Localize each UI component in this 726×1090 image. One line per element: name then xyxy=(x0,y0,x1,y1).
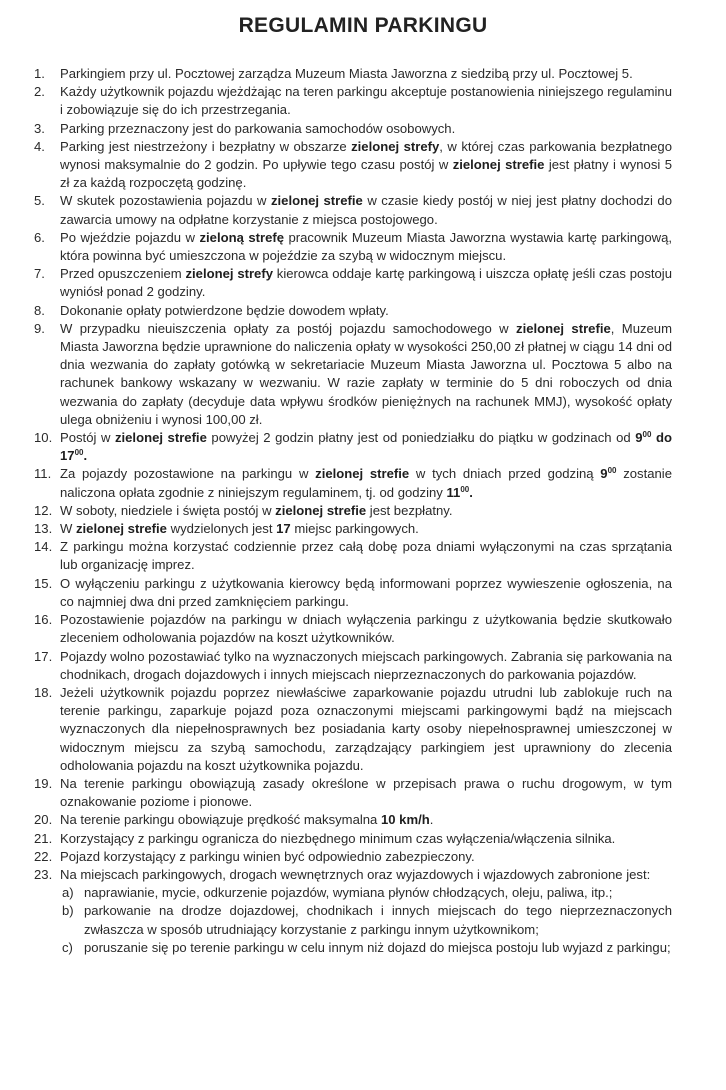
rule-item xyxy=(34,538,672,574)
rule-number: 21. xyxy=(34,830,53,846)
rule-number: 20. xyxy=(34,812,53,828)
sub-item-letter: c) xyxy=(62,939,73,955)
rule-number: 17. xyxy=(34,648,53,664)
rule-number: 18. xyxy=(34,684,53,700)
text-run: Po wjeździe pojazdu w xyxy=(60,229,200,245)
sub-item-letter: b) xyxy=(62,903,74,919)
rule-text xyxy=(60,230,672,263)
rule-number: 9. xyxy=(34,320,45,336)
text-run: Każdy użytkownik pojazdu wjeżdżając na teren parkingu akceptuje postanowienia niniejszego regulaminu i zobowiązuje się do ich przestrzegania. xyxy=(60,84,672,118)
rule-number: 8. xyxy=(34,302,45,318)
sub-item-letter: a) xyxy=(62,885,74,901)
rule-item xyxy=(34,502,672,520)
rule-number: 23. xyxy=(34,866,53,882)
sub-item xyxy=(60,939,672,957)
sub-item xyxy=(60,884,672,902)
rule-item xyxy=(34,120,672,138)
rule-item xyxy=(34,866,672,957)
bold-text: do 17 xyxy=(60,430,672,464)
superscript-text: 00 xyxy=(642,430,652,440)
text-run: Na terenie parkingu obowiązuje prędkość maksymalna xyxy=(60,812,381,828)
rule-text xyxy=(60,776,672,809)
text-run: Pojazd korzystający z parkingu winien być odpowiednio zabezpieczony. xyxy=(60,848,475,864)
bold-text: 10 km/h xyxy=(380,812,430,828)
text-run: , w której czas parkowania bezpłatnego wynosi maksymalnie do 2 godzin. Po upływie tego czasu postój w xyxy=(60,138,672,173)
rule-item xyxy=(34,811,672,829)
sub-list xyxy=(60,884,672,957)
rule-text xyxy=(60,266,672,299)
text-run: w tych dniach przed godziną xyxy=(409,466,601,482)
rule-text xyxy=(60,612,672,645)
text-run: w czasie kiedy postój w niej jest płatny dochodzi do zawarcia umowy na odpłatne korzystanie z miejsca postojowego. xyxy=(60,193,672,227)
rule-text xyxy=(60,867,650,882)
text-run: Na terenie parkingu obowiązują zasady określone w przepisach prawa o ruchu drogowym, w tym oznakowanie poziome i pionowe. xyxy=(60,775,672,810)
text-run: kierowca oddaje kartę parkingową i uiszcza opłatę jeśli czas postoju wyniósł ponad 2 godziny. xyxy=(60,266,672,300)
rule-text xyxy=(60,303,389,318)
rule-text xyxy=(60,430,672,463)
text-run: W skutek pozostawienia pojazdu w xyxy=(60,193,271,209)
text-run: Parking jest niestrzeżony i bezpłatny w obszarze xyxy=(60,138,352,154)
rule-number: 16. xyxy=(34,612,53,628)
rule-item xyxy=(34,848,672,866)
rule-text xyxy=(60,812,433,827)
rule-number: 10. xyxy=(34,430,53,446)
rule-number: 6. xyxy=(34,229,45,245)
rule-number: 4. xyxy=(34,138,45,154)
rule-item xyxy=(34,302,672,320)
rule-item xyxy=(34,830,672,848)
text-run: O wyłączeniu parkingu z użytkowania kierowcy będą informowani poprzez wywieszenie ogłoszenia, na co najmniej dwa dni przed zamknięciem parkingu. xyxy=(60,575,672,609)
rule-item xyxy=(34,65,672,83)
rule-number: 12. xyxy=(34,502,53,518)
text-run: , Muzeum Miasta Jaworzna będzie uprawnione do naliczenia opłaty w wysokości 250,00 zł płatnej w ciągu 14 dni od dnia wezwania do zapłaty gotówką w sekretariacie Muzeum Miasta Jaworzna ul. Pocztowa 5 albo na rachunek bankowy wskazany w wezwaniu. W razie zapłaty w terminie do 5 dni roboczych od dnia wezwania do zapłaty (decyduje data wpływu środków pieniężnych na rachunek MMJ), wysokość opłaty ulega obniżeniu i wynosi 100,00 zł. xyxy=(60,320,672,427)
text-run: W soboty, niedziele i święta postój w xyxy=(60,502,276,518)
text-run: Parkingiem przy ul. Pocztowej zarządza Muzeum Miasta Jaworzna z siedzibą przy ul. Pocztowej 5. xyxy=(60,66,633,81)
bold-text: 11 xyxy=(446,484,461,500)
rule-text xyxy=(60,849,475,864)
rule-number: 1. xyxy=(34,66,45,81)
rule-text xyxy=(60,685,672,773)
superscript-text: 00 xyxy=(74,448,84,458)
bold-text: zielonej strefy xyxy=(351,138,440,154)
rule-item xyxy=(34,138,672,193)
text-run: zostanie naliczona opłata zgodnie z niniejszym regulaminem, tj. od godziny xyxy=(60,466,672,500)
rule-item xyxy=(34,465,672,501)
text-run: jest płatny i wynosi 5 zł za każdą rozpoczętą godzinę. xyxy=(60,157,672,191)
rule-item xyxy=(34,265,672,301)
rules-list xyxy=(34,65,672,957)
rule-text xyxy=(60,576,672,609)
text-run: Pozostawienie pojazdów na parkingu w dniach wyłączenia parkingu z użytkowania będzie skutkowało zleceniem odholowania pojazdów na koszt użytkowników. xyxy=(60,612,672,646)
rule-item xyxy=(34,429,672,465)
text-run: Pojazdy wolno pozostawiać tylko na wyznaczonych miejscach parkingowych. Zabrania się parkowania na chodnikach, drogach dojazdowych i innych miejscach nieprzeznaczonych do parkowania pojazdów. xyxy=(60,648,672,682)
sub-item-text: parkowanie na drodze dojazdowej, chodnikach i innych miejscach do tego nieprzeznaczonych zwłaszcza w sposób utrudniający korzystanie z parkingu innym użytkownikom; xyxy=(84,903,672,937)
text-run: . xyxy=(429,812,434,828)
bold-text: zielonej strefie xyxy=(452,157,545,173)
text-run: W przypadku nieuiszczenia opłaty za postój pojazdu samochodowego w xyxy=(60,320,517,336)
bold-text: zieloną strefę xyxy=(199,229,285,245)
rule-text xyxy=(60,321,672,427)
rule-number: 11. xyxy=(34,466,52,482)
rule-number: 3. xyxy=(34,120,45,136)
bold-text: zielonej strefie xyxy=(114,430,207,446)
text-run: powyżej 2 godzin płatny jest od poniedziałku do piątku w godzinach od xyxy=(206,430,636,446)
text-run: Dokonanie opłaty potwierdzone będzie dowodem wpłaty. xyxy=(60,302,389,318)
rule-item xyxy=(34,648,672,684)
text-run: pracownik Muzeum Miasta Jaworzna wystawia kartę parkingową, która powinna być umieszczona w pojeździe za szybą w widocznym miejscu. xyxy=(60,229,672,264)
rule-text xyxy=(60,539,672,572)
rule-text xyxy=(60,84,672,117)
text-run: miejsc parkingowych. xyxy=(290,521,419,537)
bold-text: . xyxy=(469,484,473,500)
rule-item xyxy=(34,684,672,775)
bold-text: zielonej strefie xyxy=(271,193,363,209)
document-title: REGULAMIN PARKINGU xyxy=(238,14,488,37)
rule-item xyxy=(34,83,672,119)
rule-item xyxy=(34,192,672,228)
bold-text: 9 xyxy=(600,466,608,482)
rule-text xyxy=(60,649,672,682)
bold-text: zielonej strefie xyxy=(516,320,611,336)
text-run: Postój w xyxy=(60,430,115,446)
rule-text xyxy=(60,503,453,518)
text-run: wydzielonych jest xyxy=(166,521,277,537)
rule-number: 14. xyxy=(34,539,53,555)
text-run: W xyxy=(60,521,76,537)
rule-text xyxy=(60,521,419,536)
text-run: jest bezpłatny. xyxy=(366,502,453,518)
rule-item xyxy=(34,775,672,811)
rule-item xyxy=(34,229,672,265)
rule-text xyxy=(60,121,455,136)
text-run: Korzystający z parkingu ogranicza do niezbędnego minimum czas wyłączenia/włączenia silnika. xyxy=(60,830,616,846)
text-run: Na miejscach parkingowych, drogach wewnętrznych oraz wyjazdowych i wjazdowych zabronione jest: xyxy=(60,866,651,882)
sub-item xyxy=(60,902,672,938)
sub-item-text: naprawianie, mycie, odkurzenie pojazdów, wymiana płynów chłodzących, oleju, paliwa, itp.; xyxy=(84,885,613,901)
superscript-text: 00 xyxy=(607,466,617,476)
rule-text xyxy=(60,466,672,499)
text-run: Parking przeznaczony jest do parkowania samochodów osobowych. xyxy=(60,120,456,136)
superscript-text: 00 xyxy=(460,484,470,494)
rule-item xyxy=(34,575,672,611)
text-run: Z parkingu można korzystać codziennie przez całą dobę poza dniami wyłączonymi na czas sprzątania lub organizację imprez. xyxy=(60,539,672,573)
rule-number: 15. xyxy=(34,575,53,591)
bold-text: zielonej strefie xyxy=(76,521,167,537)
bold-text: zielonej strefie xyxy=(315,466,410,482)
rule-number: 13. xyxy=(34,521,53,537)
text-run: Jeżeli użytkownik pojazdu poprzez niewłaściwe zaparkowanie pojazdu utrudni lub zablokuje ruch na terenie parkingu, zaparkuje pojazd poza oznaczonymi miejscami parkingowymi bądź na miejscach wyznaczonych dla niepełnosprawnych bez posiadania karty osoby niepełnosprawnej umieszczonej w widocznym miejscu za szybą samochodu, zarządzający parkingiem jest uprawniony do zlecenia odholowania pojazdu na koszt użytkownika pojazdu. xyxy=(60,684,672,773)
rule-item xyxy=(34,611,672,647)
rule-number: 19. xyxy=(34,775,53,791)
rule-text xyxy=(60,139,672,190)
rule-number: 2. xyxy=(34,84,45,100)
text-run: Przed opuszczeniem xyxy=(60,266,186,282)
rule-text xyxy=(60,193,672,226)
text-run: Za pojazdy pozostawione na parkingu w xyxy=(60,466,316,482)
sub-item-text: poruszanie się po terenie parkingu w celu innym niż dojazd do miejsca postoju lub wyjazd z parkingu; xyxy=(84,939,671,955)
bold-text: zielonej strefy xyxy=(185,266,273,282)
bold-text: 9 xyxy=(635,430,643,446)
rule-number: 22. xyxy=(34,848,53,864)
bold-text: zielonej strefie xyxy=(275,502,367,518)
rule-item xyxy=(34,320,672,429)
rule-number: 7. xyxy=(34,266,45,282)
rule-text xyxy=(60,831,615,846)
rule-number: 5. xyxy=(34,193,45,209)
rule-item xyxy=(34,520,672,538)
rule-text xyxy=(60,66,633,81)
bold-text: 17 xyxy=(276,521,291,537)
bold-text: . xyxy=(83,448,88,464)
